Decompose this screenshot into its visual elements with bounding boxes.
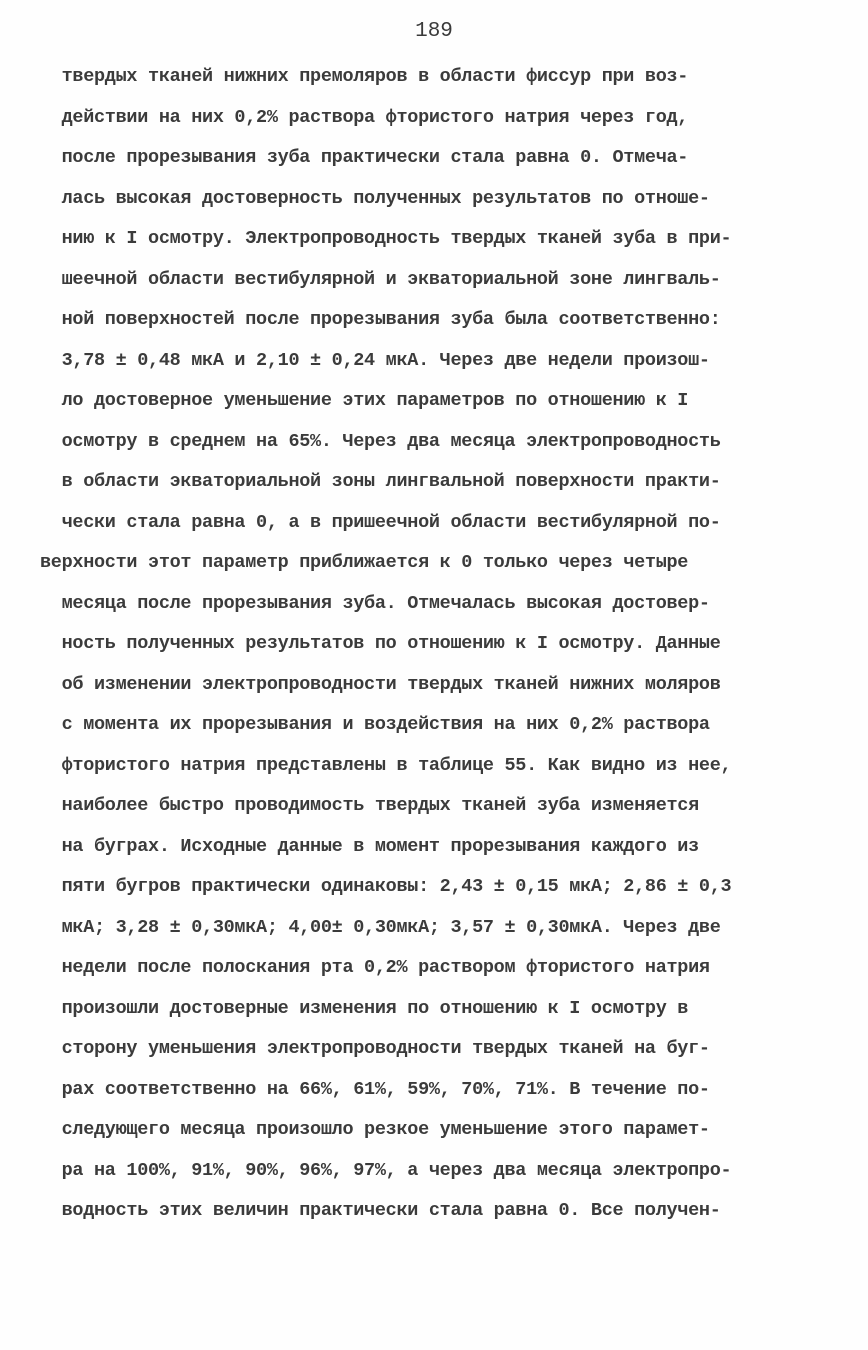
body-text: [40, 57, 850, 1232]
text-line: в области экваториальной зоны лингвальной поверхности практи-: [40, 471, 721, 492]
text-line: сторону уменьшения электропроводности твердых тканей на буг-: [40, 1038, 710, 1059]
text-line: лась высокая достоверность полученных результатов по отноше-: [40, 187, 710, 209]
text-line: на буграх. Исходные данные в момент прорезывания каждого из: [40, 835, 699, 857]
text-line: недели после полоскания рта 0,2% раствором фтористого натрия: [40, 957, 710, 978]
text-line: верхности этот параметр приближается к 0 только через четыре: [40, 552, 689, 573]
text-line: произошли достоверные изменения по отношению к I осмотру в: [40, 997, 689, 1019]
page-number: 189: [415, 20, 453, 43]
text-line: фтористого натрия представлены в таблице 55. Как видно из нее,: [40, 754, 732, 776]
text-line: об изменении электропроводности твердых тканей нижних моляров: [40, 673, 721, 695]
text-line: ра на 100%, 91%, 90%, 96%, 97%, а через два месяца электропро-: [40, 1159, 732, 1181]
text-line: 3,78 ± 0,48 мкА и 2,10 ± 0,24 мкА. Через две недели произош-: [40, 349, 710, 371]
text-line: пяти бугров практически одинаковы: 2,43 ± 0,15 мкА; 2,86 ± 0,3: [40, 876, 732, 897]
text-line: шеечной области вестибулярной и экваториальной зоне лингваль-: [40, 268, 721, 290]
text-line: рах соответственно на 66%, 61%, 59%, 70%, 71%. В течение по-: [40, 1078, 710, 1100]
text-line: мкА; 3,28 ± 0,30мкА; 4,00± 0,30мкА; 3,57 ± 0,30мкА. Через две: [40, 916, 721, 938]
text-line: действии на них 0,2% раствора фтористого натрия через год,: [40, 106, 689, 128]
text-line: твердых тканей нижних премоляров в области фиссур при воз-: [40, 66, 689, 87]
text-line: ность полученных результатов по отношению к I осмотру. Данные: [40, 633, 721, 654]
text-line: осмотру в среднем на 65%. Через два месяца электропроводность: [40, 430, 721, 452]
text-line: месяца после прорезывания зуба. Отмечалась высокая достовер-: [40, 592, 710, 614]
text-line: после прорезывания зуба практически стала равна 0. Отмеча-: [40, 147, 689, 168]
text-line: водность этих величин практически стала равна 0. Все получен-: [40, 1200, 721, 1221]
text-line: чески стала равна 0, а в пришеечной области вестибулярной по-: [40, 511, 721, 533]
text-line: наиболее быстро проводимость твердых тканей зуба изменяется: [40, 795, 699, 816]
text-line: нию к I осмотру. Электропроводность твердых тканей зуба в при-: [40, 228, 732, 249]
text-line: следующего месяца произошло резкое уменьшение этого парамет-: [40, 1119, 710, 1140]
text-line: ло достоверное уменьшение этих параметров по отношению к I: [40, 390, 689, 411]
text-line: ной поверхностей после прорезывания зуба была соответственно:: [40, 309, 721, 330]
text-line: с момента их прорезывания и воздействия на них 0,2% раствора: [40, 714, 710, 735]
